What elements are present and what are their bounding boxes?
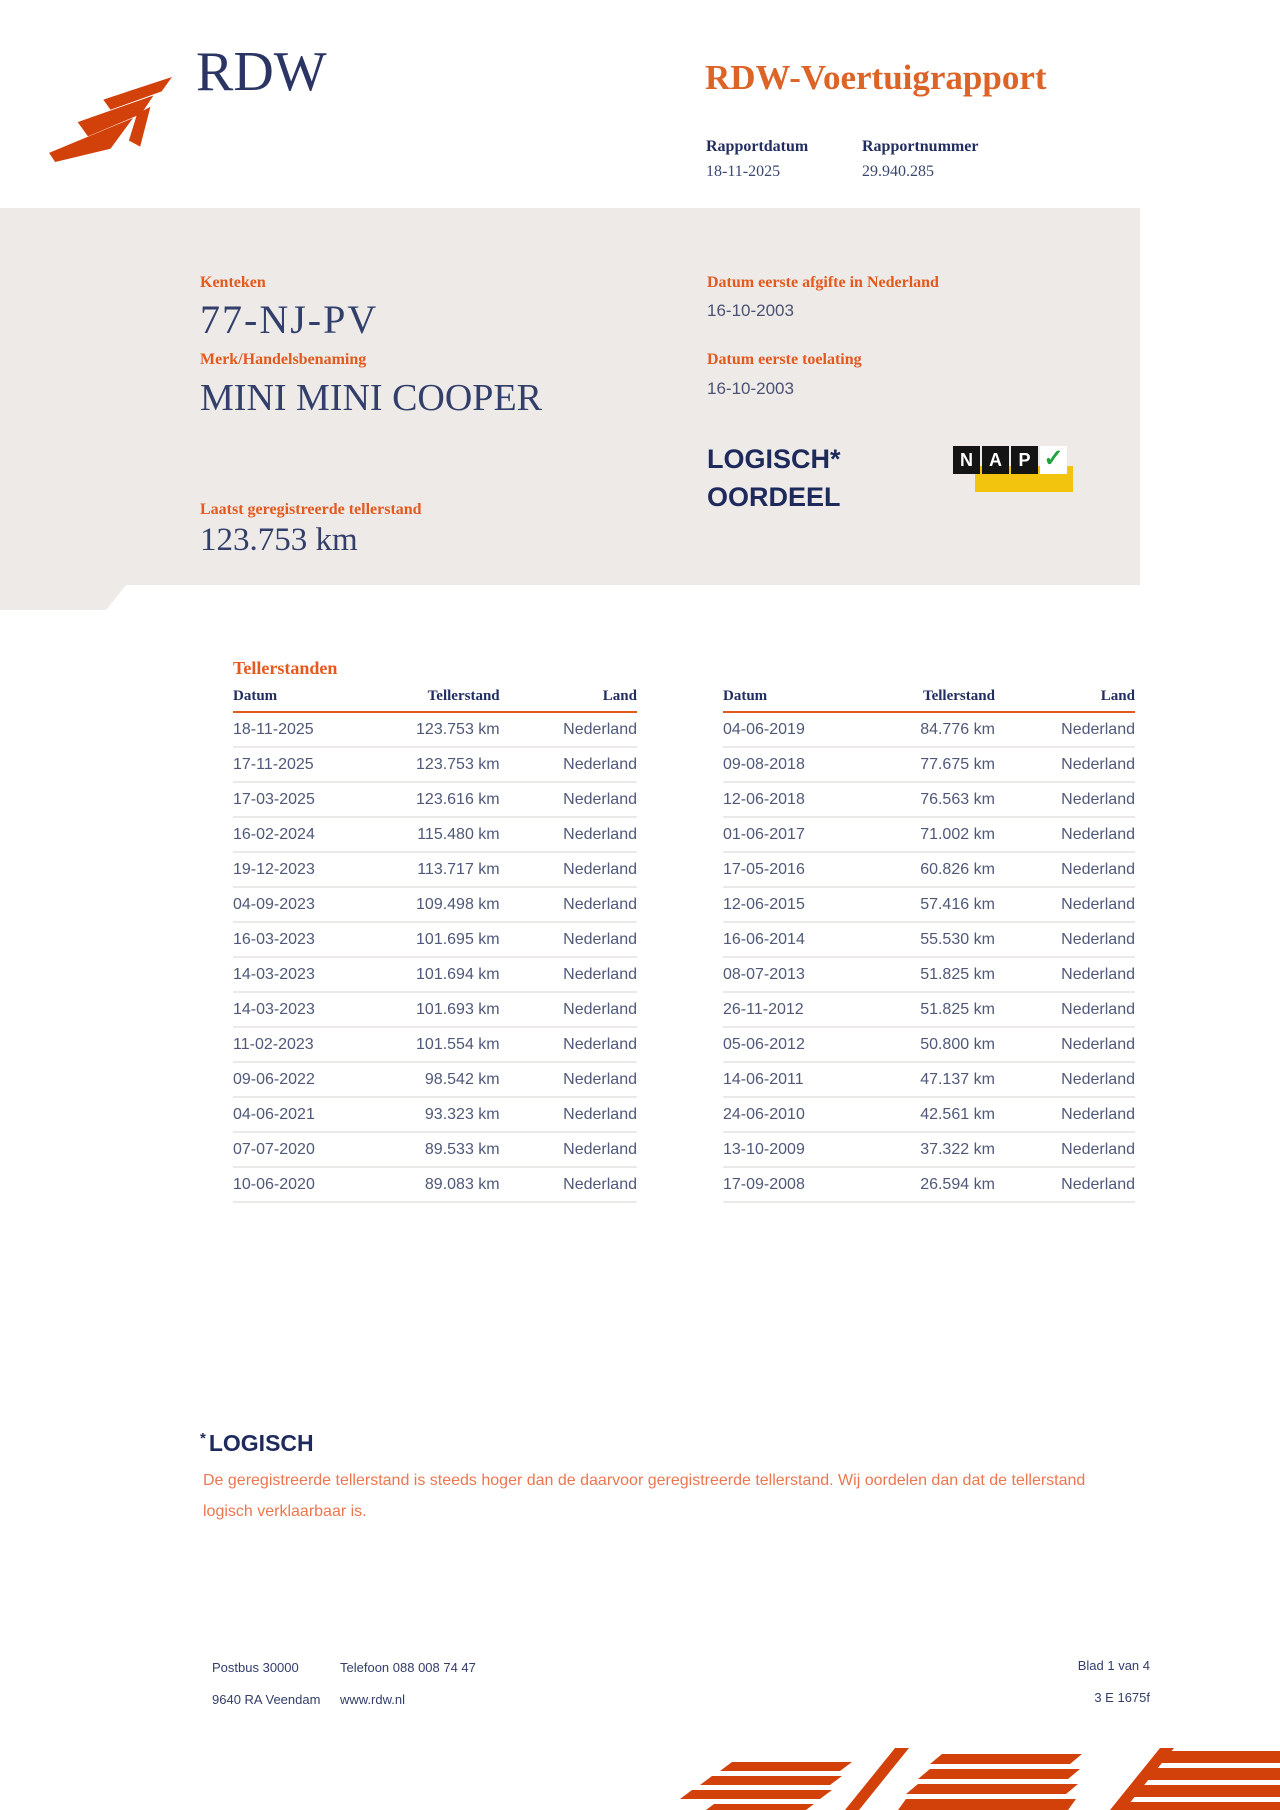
eerste-toelating-label: Datum eerste toelating — [707, 351, 862, 368]
nap-letter-p: P — [1011, 446, 1038, 474]
table-row — [723, 1028, 1135, 1063]
cell-datum: 14-03-2023 — [233, 966, 315, 983]
cell-tellerstand: 55.530 km — [920, 931, 995, 948]
logisch-heading — [200, 1430, 314, 1457]
tellerstand-label: Laatst geregistreerde tellerstand — [200, 501, 422, 518]
cell-tellerstand: 42.561 km — [920, 1106, 995, 1123]
cell-tellerstand: 89.533 km — [424, 1141, 500, 1158]
cell-datum: 12-06-2018 — [723, 791, 805, 808]
cell-land: Nederland — [1061, 826, 1135, 843]
table-row — [233, 1028, 637, 1063]
cell-land: Nederland — [563, 966, 637, 983]
cell-tellerstand: 93.323 km — [424, 1106, 500, 1123]
logisch-heading-text: LOGISCH — [208, 1430, 314, 1456]
cell-tellerstand: 101.693 km — [416, 1001, 500, 1018]
cell-datum: 11-02-2023 — [233, 1036, 314, 1053]
footer-city: 9640 RA Veendam — [212, 1692, 321, 1707]
table-row — [233, 783, 637, 818]
cell-datum: 16-03-2023 — [233, 931, 315, 948]
nap-letter-a: A — [982, 446, 1009, 474]
cell-tellerstand: 123.753 km — [416, 721, 500, 738]
cell-datum: 17-11-2025 — [233, 756, 314, 773]
cell-land: Nederland — [563, 1106, 637, 1123]
table-row — [723, 783, 1135, 818]
cell-datum: 12-06-2015 — [723, 896, 805, 913]
col-header-datum: Datum — [723, 688, 768, 704]
table-row — [723, 713, 1135, 748]
cell-tellerstand: 57.416 km — [920, 896, 995, 913]
table-row — [233, 713, 637, 748]
oordeel-logisch: LOGISCH* — [707, 444, 841, 474]
report-date-label: Rapportdatum — [706, 138, 809, 155]
cell-tellerstand: 101.695 km — [416, 931, 500, 948]
cell-datum: 14-06-2011 — [723, 1071, 804, 1088]
nap-letter-n: N — [953, 446, 980, 474]
cell-datum: 05-06-2012 — [723, 1036, 805, 1053]
report-number-label: Rapportnummer — [862, 138, 979, 155]
col-header-land: Land — [1100, 688, 1135, 704]
cell-land: Nederland — [1061, 1176, 1135, 1193]
cell-tellerstand: 50.800 km — [920, 1036, 995, 1053]
cell-datum: 07-07-2020 — [233, 1141, 315, 1158]
table-row — [233, 958, 637, 993]
cell-tellerstand: 37.322 km — [920, 1141, 995, 1158]
col-header-land: Land — [602, 688, 637, 704]
cell-land: Nederland — [1061, 966, 1135, 983]
cell-tellerstand: 51.825 km — [920, 966, 995, 983]
cell-land: Nederland — [563, 791, 637, 808]
nap-logo — [953, 440, 1075, 496]
cell-tellerstand: 109.498 km — [416, 896, 500, 913]
cell-land: Nederland — [1061, 861, 1135, 878]
cell-datum: 17-03-2025 — [233, 791, 315, 808]
footer-postbus: Postbus 30000 — [212, 1660, 299, 1675]
cell-datum: 16-06-2014 — [723, 931, 805, 948]
cell-land: Nederland — [563, 1071, 637, 1088]
eerste-afgifte-label: Datum eerste afgifte in Nederland — [707, 274, 939, 291]
cell-land: Nederland — [563, 756, 637, 773]
col-header-datum: Datum — [233, 688, 278, 704]
cell-datum: 09-06-2022 — [233, 1071, 315, 1088]
cell-land: Nederland — [1061, 1036, 1135, 1053]
tellerstanden-table-left — [233, 688, 637, 1203]
table-row — [723, 1168, 1135, 1203]
cell-land: Nederland — [563, 1036, 637, 1053]
rdw-logo-text: RDW — [196, 41, 327, 103]
table-row — [723, 853, 1135, 888]
cell-tellerstand: 101.554 km — [416, 1036, 500, 1053]
nap-check-icon: ✓ — [1040, 446, 1067, 474]
table-row — [233, 923, 637, 958]
table-header-row — [723, 688, 1135, 713]
tellerstanden-table-right — [723, 688, 1135, 1203]
cell-land: Nederland — [1061, 1106, 1135, 1123]
rdw-wing-icon — [47, 72, 175, 164]
footer-phone: Telefoon 088 008 74 47 — [340, 1660, 476, 1675]
cell-tellerstand: 113.717 km — [417, 861, 500, 878]
cell-datum: 17-05-2016 — [723, 861, 805, 878]
footer-website: www.rdw.nl — [340, 1692, 406, 1707]
cell-datum: 10-06-2020 — [233, 1176, 315, 1193]
table-row — [233, 853, 637, 888]
cell-datum: 01-06-2017 — [723, 826, 805, 843]
cell-datum: 08-07-2013 — [723, 966, 805, 983]
cell-tellerstand: 60.826 km — [920, 861, 995, 878]
merk-value: MINI MINI COOPER — [200, 377, 542, 419]
eerste-afgifte-value: 16-10-2003 — [707, 301, 794, 320]
table-row — [723, 958, 1135, 993]
cell-datum: 16-02-2024 — [233, 826, 315, 843]
cell-land: Nederland — [563, 1001, 637, 1018]
col-header-tellerstand: Tellerstand — [922, 688, 995, 704]
cell-tellerstand: 123.753 km — [416, 756, 500, 773]
table-row — [723, 888, 1135, 923]
logisch-explanation: De geregistreerde tellerstand is steeds hoger dan de daarvoor geregistreerde tellerstand. Wij oordelen dan dat de tellerstand logisch verklaarbaar is. — [203, 1472, 1086, 1520]
footer-page-number: Blad 1 van 4 — [1077, 1658, 1150, 1673]
table-row — [723, 1133, 1135, 1168]
table-row — [723, 1098, 1135, 1133]
cell-tellerstand: 101.694 km — [416, 966, 500, 983]
table-row — [723, 1063, 1135, 1098]
cell-land: Nederland — [1061, 1001, 1135, 1018]
table-row — [233, 1133, 637, 1168]
cell-land: Nederland — [1061, 1141, 1135, 1158]
cell-land: Nederland — [1061, 896, 1135, 913]
table-row — [233, 993, 637, 1028]
cell-land: Nederland — [563, 1176, 637, 1193]
report-date-value: 18-11-2025 — [706, 163, 781, 180]
cell-land: Nederland — [1061, 1071, 1135, 1088]
cell-datum: 26-11-2012 — [723, 1001, 804, 1018]
table-row — [723, 993, 1135, 1028]
cell-land: Nederland — [1061, 931, 1135, 948]
cell-tellerstand: 47.137 km — [920, 1071, 995, 1088]
cell-tellerstand: 98.542 km — [424, 1071, 500, 1088]
table-header-row — [233, 688, 637, 713]
cell-land: Nederland — [563, 896, 637, 913]
table-row — [233, 818, 637, 853]
cell-tellerstand: 115.480 km — [417, 826, 500, 843]
cell-tellerstand: 89.083 km — [424, 1176, 500, 1193]
cell-land: Nederland — [1061, 756, 1135, 773]
table-row — [233, 748, 637, 783]
cell-tellerstand: 26.594 km — [920, 1176, 995, 1193]
cell-land: Nederland — [1061, 721, 1135, 738]
report-number-value: 29.940.285 — [862, 163, 934, 180]
cell-tellerstand: 76.563 km — [920, 791, 995, 808]
vehicle-summary-panel — [0, 208, 1140, 610]
footer-form-code: 3 E 1675f — [1094, 1690, 1150, 1705]
cell-land: Nederland — [563, 1141, 637, 1158]
cell-tellerstand: 123.616 km — [416, 791, 500, 808]
cell-datum: 24-06-2010 — [723, 1106, 805, 1123]
tellerstand-value: 123.753 km — [200, 522, 358, 558]
kenteken-value: 77-NJ-PV — [200, 297, 379, 342]
cell-tellerstand: 51.825 km — [920, 1001, 995, 1018]
oordeel-oordeel: OORDEEL — [707, 482, 841, 512]
table-row — [233, 1098, 637, 1133]
cell-land: Nederland — [1061, 791, 1135, 808]
eerste-toelating-value: 16-10-2003 — [707, 379, 794, 398]
cell-datum: 09-08-2018 — [723, 756, 805, 773]
cell-tellerstand: 71.002 km — [920, 826, 995, 843]
cell-datum: 19-12-2023 — [233, 861, 315, 878]
cell-datum: 18-11-2025 — [233, 721, 314, 738]
logisch-asterisk: * — [200, 1430, 206, 1447]
table-row — [233, 888, 637, 923]
col-header-tellerstand: Tellerstand — [427, 688, 500, 704]
cell-datum: 13-10-2009 — [723, 1141, 805, 1158]
cell-land: Nederland — [563, 721, 637, 738]
page-title: RDW-Voertuigrapport — [705, 58, 1047, 97]
table-row — [723, 818, 1135, 853]
cell-datum: 14-03-2023 — [233, 1001, 315, 1018]
cell-tellerstand: 84.776 km — [920, 721, 995, 738]
cell-datum: 04-06-2021 — [233, 1106, 315, 1123]
table-row — [233, 1063, 637, 1098]
cell-tellerstand: 77.675 km — [920, 756, 995, 773]
cell-datum: 17-09-2008 — [723, 1176, 805, 1193]
cell-land: Nederland — [563, 826, 637, 843]
tellerstanden-heading: Tellerstanden — [233, 658, 338, 678]
cell-land: Nederland — [563, 861, 637, 878]
table-row — [723, 748, 1135, 783]
table-row — [233, 1168, 637, 1203]
kenteken-label: Kenteken — [200, 274, 266, 291]
table-row — [723, 923, 1135, 958]
cell-land: Nederland — [563, 931, 637, 948]
cell-datum: 04-09-2023 — [233, 896, 315, 913]
cell-datum: 04-06-2019 — [723, 721, 805, 738]
footer-stripe-graphic — [680, 1748, 1280, 1810]
merk-label: Merk/Handelsbenaming — [200, 351, 367, 368]
